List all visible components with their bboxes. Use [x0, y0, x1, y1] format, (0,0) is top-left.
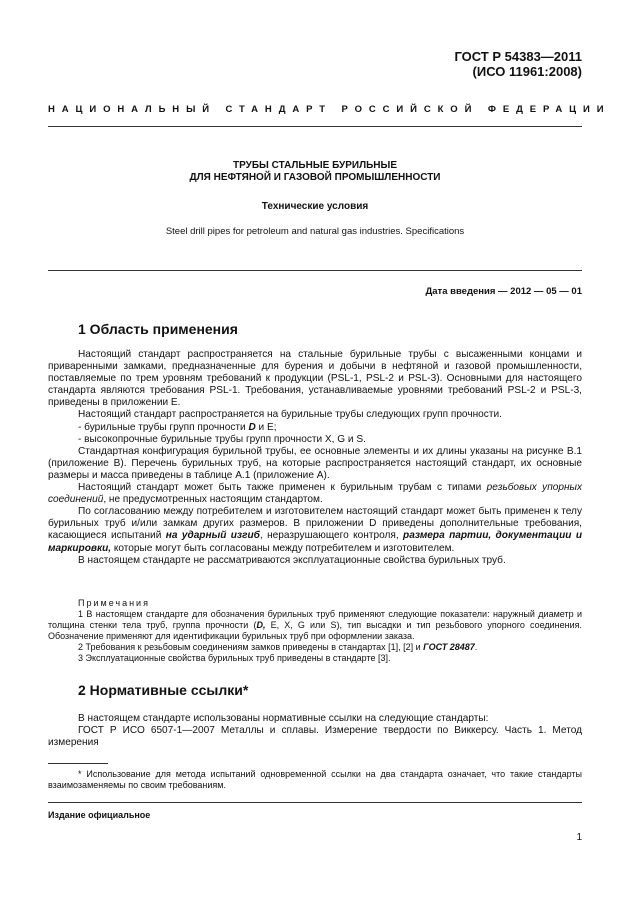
note-item — [48, 642, 582, 653]
text-run: E, X, G или S), тип высадки и тип резьбового упорного соединения. Обозначение применяют для идентификации бурильных труб при оформлении заказа. — [48, 620, 583, 641]
introduction-date: Дата введения — 2012 — 05 — 01 — [425, 286, 582, 297]
document-title — [48, 160, 582, 184]
standard-number: ГОСТ Р 54383—2011 — [454, 49, 582, 64]
text-run: По согласованию между потребителем и изготовителем настоящий стандарт может быть применен к телу бурильных труб и/или замкам других размеров. В приложении D приведены дополнительные требования, касающиеся испытаний — [48, 506, 582, 542]
english-title: Steel drill pipes for petroleum and natural gas industries. Specifications — [165, 226, 465, 237]
paragraph: В настоящем стандарте использованы нормативные ссылки на следующие стандарты: — [78, 713, 489, 724]
text-run: и E; — [255, 421, 277, 433]
document-subtitle: Технические условия — [261, 201, 369, 212]
text-run: которые могут быть согласованы между потребителем и изготовителем. — [111, 542, 455, 554]
notes-block — [48, 598, 582, 664]
official-edition: Издание официальное — [48, 810, 151, 820]
text-run: - бурильные трубы групп прочности — [78, 421, 249, 433]
text-run: Настоящий стандарт может быть также применен к бурильным трубам с типами — [78, 482, 487, 494]
paragraph: В настоящем стандарте не рассматриваются эксплуатационные свойства бурильных труб. — [78, 554, 506, 566]
list-item: - высокопрочные бурильные трубы групп прочности X, G и S. — [78, 433, 366, 445]
emphasis: резьбовых упорных соединений — [48, 482, 582, 506]
text-run: , не предусмотренных настоящим стандартом. — [103, 494, 323, 506]
notes-label: Примечания — [78, 598, 150, 608]
section-2-heading: 2 Нормативные ссылки* — [78, 682, 249, 698]
strength-group-d: D — [248, 421, 256, 433]
footnote: * Использование для метода испытаний одновременной ссылки на два стандарта означает, что такие стандарты взаимозаменяемы по своим требованиям. — [48, 769, 582, 790]
title-rule — [48, 270, 582, 271]
iso-number: (ИСО 11961:2008) — [472, 64, 582, 79]
paragraph — [48, 482, 582, 506]
list-item — [48, 422, 582, 434]
text-run: 1 В настоящем стандарте для обозначения бурильных труб применяют следующие показатели: наружный диаметр и толщина стенки тела труб, группа прочности ( — [48, 609, 582, 630]
title-line-1: ТРУБЫ СТАЛЬНЫЕ БУРИЛЬНЫЕ — [233, 160, 397, 171]
emphasis: на ударный изгиб — [165, 530, 260, 542]
section-1-heading: 1 Область применения — [78, 321, 238, 337]
footnote-rule — [48, 763, 108, 764]
page-number: 1 — [576, 832, 582, 843]
title-line-2: ДЛЯ НЕФТЯНОЙ И ГАЗОВОЙ ПРОМЫШЛЕННОСТИ — [189, 172, 441, 183]
paragraph: Настоящий стандарт распространяется на стальные бурильные трубы с высаженными концами и приваренными замками, предназначенные для бурения и добычи в нефтяной и газовой промышленности, поставляемые по трем уровням требований к продукции (PSL-1, PSL-2 и PSL-3). Основными для настоящего стандарта являются требования PSL-1. Требования, устанавливаемые уровнями требований PSL-2 и PSL-3, приведены в приложении E. — [48, 349, 582, 409]
standard-code — [454, 49, 582, 79]
paragraph: Стандартная конфигурация бурильной трубы, ее основные элементы и их длины указаны на рисунке B.1 (приложение B). Перечень бурильных труб, на которые распространяется настоящий стандарт, их основные размеры и масса приведены в таблице A.1 (приложение A). — [48, 445, 582, 481]
note-item: 3 Эксплуатационные свойства бурильных труб приведены в стандарте [3]. — [78, 653, 391, 663]
gost-reference: ГОСТ 28487 — [423, 642, 475, 652]
footer-rule — [48, 802, 582, 803]
paragraph: ГОСТ Р ИСО 6507-1—2007 Металлы и сплавы. Измерение твердости по Виккерсу. Часть 1. Метод измерения — [48, 725, 582, 749]
emphasis: D, — [256, 620, 266, 630]
text-run: 2 Требования к резьбовым соединениям замков приведены в стандартах [1], [2] и — [78, 642, 424, 652]
paragraph — [48, 506, 582, 554]
national-standard-banner: НАЦИОНАЛЬНЫЙ СТАНДАРТ РОССИЙСКОЙ ФЕДЕРАЦИИ — [48, 104, 611, 115]
section-1-body — [48, 349, 582, 567]
paragraph: Настоящий стандарт распространяется на бурильные трубы следующих групп прочности. — [78, 409, 502, 421]
section-2-body — [48, 713, 582, 749]
header-rule — [48, 126, 582, 127]
text-run: , неразрушающего контроля, — [259, 530, 404, 542]
emphasis: размера партии, документации и маркировки, — [48, 530, 582, 554]
note-item — [48, 609, 582, 642]
text-run: . — [474, 642, 478, 652]
